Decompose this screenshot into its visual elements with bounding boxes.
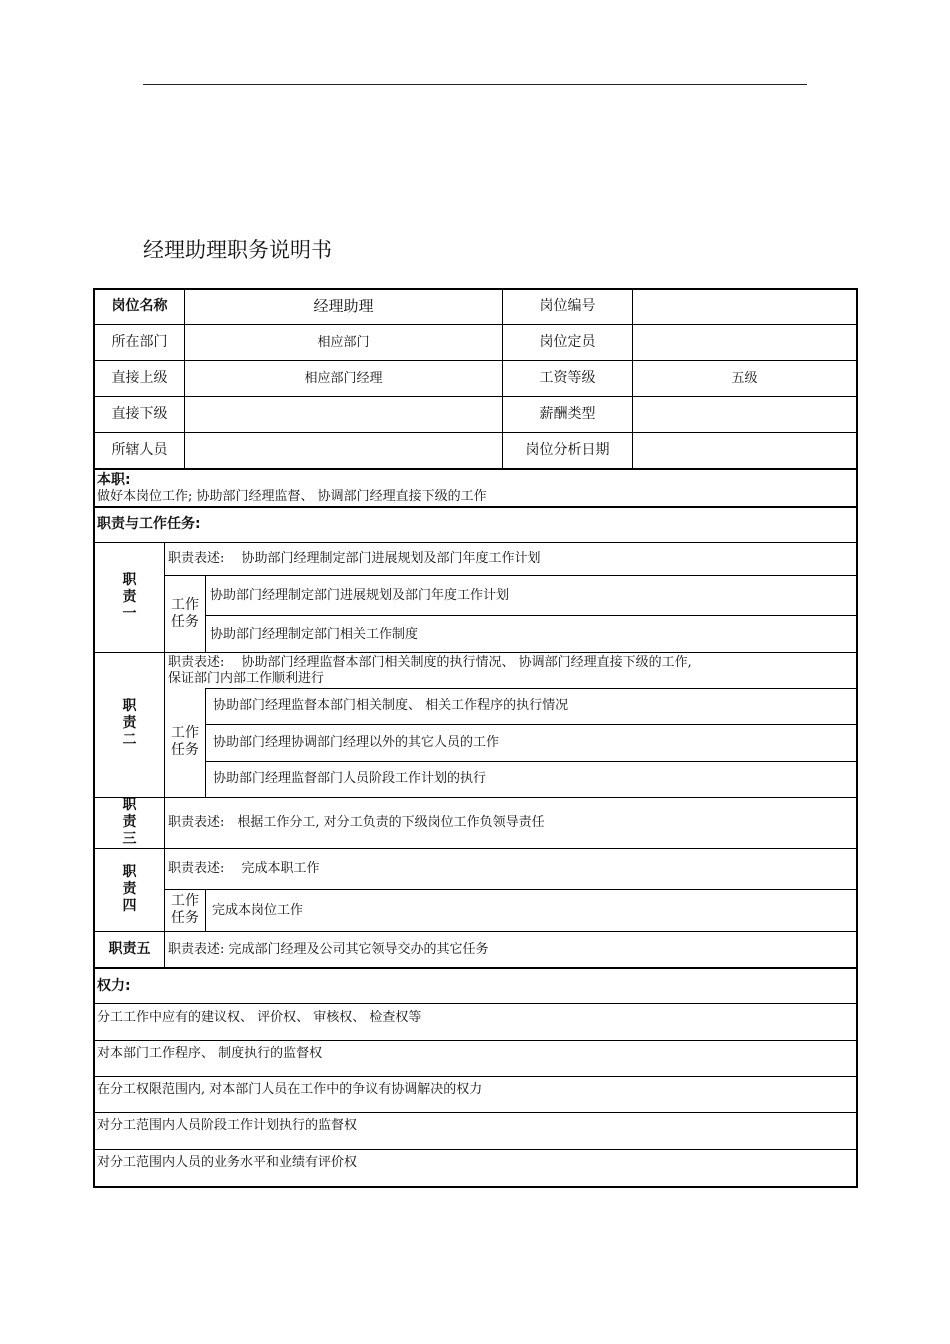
- headcount-label: 岗位定员: [539, 334, 596, 350]
- subordinate-label: 直接下级: [111, 406, 168, 422]
- position-name-value: 经理助理: [313, 297, 374, 315]
- duty-1-tasks-label: 工作任务: [171, 597, 199, 630]
- duties-header: 职责与工作任务:: [97, 516, 201, 532]
- position-name-label: 岗位名称: [111, 298, 168, 314]
- document-title: 经理助理职务说明书: [143, 238, 332, 262]
- duty-2-task: 协助部门经理监督本部门相关制度、 相关工作程序的执行情况: [213, 698, 569, 713]
- duty-2-tasks-label: 工作任务: [171, 725, 199, 758]
- superior-label: 直接上级: [111, 370, 168, 386]
- duty-4-tasks-label: 工作任务: [171, 893, 199, 926]
- analysis-date-label: 岗位分析日期: [525, 442, 610, 458]
- header-rule: [143, 84, 807, 85]
- duty-4-label: 职责四: [122, 864, 137, 914]
- duty-4-task: 完成本岗位工作: [212, 903, 304, 918]
- duty-2-task: 协助部门经理监督部门人员阶段工作计划的执行: [213, 771, 487, 786]
- authority-item: 对本部门工作程序、 制度执行的监督权: [97, 1046, 323, 1061]
- position-no-label: 岗位编号: [539, 298, 596, 314]
- pay-type-label: 薪酬类型: [539, 406, 596, 422]
- authority-item: 对分工范围内人员阶段工作计划执行的监督权: [97, 1118, 358, 1133]
- basic-duty-text: 做好本岗位工作; 协助部门经理监督、 协调部门经理直接下级的工作: [97, 489, 487, 504]
- authority-label: 权力:: [97, 978, 131, 994]
- basic-duty-label: 本职:: [97, 472, 131, 488]
- duty-2-statement-line2: 保证部门内部工作顺利进行: [168, 671, 325, 686]
- duty-3-statement: 职责表述: 根据工作分工, 对分工负责的下级岗位工作负领导责任: [168, 815, 545, 830]
- duty-5-statement: 职责表述: 完成部门经理及公司其它领导交办的其它任务: [168, 942, 489, 957]
- department-label: 所在部门: [111, 334, 168, 350]
- duty-2-label: 职责二: [122, 698, 137, 748]
- duty-3-label: 职责三: [122, 797, 137, 847]
- duty-2-statement-line1: 职责表述: 协助部门经理监督本部门相关制度的执行情况、 协调部门经理直接下级的工作,: [168, 655, 692, 670]
- authority-item: 对分工范围内人员的业务水平和业绩有评价权: [97, 1155, 358, 1170]
- superior-value: 相应部门经理: [304, 371, 383, 386]
- duty-1-task: 协助部门经理制定部门进展规划及部门年度工作计划: [210, 588, 510, 603]
- duty-1-statement: 职责表述: 协助部门经理制定部门进展规划及部门年度工作计划: [168, 551, 541, 566]
- staff-label: 所辖人员: [111, 442, 168, 458]
- authority-item: 分工工作中应有的建议权、 评价权、 审核权、 检查权等: [97, 1010, 422, 1025]
- duty-5-label: 职责五: [108, 941, 151, 957]
- duty-4-statement: 职责表述: 完成本职工作: [168, 861, 320, 876]
- duty-1-label: 职责一: [122, 572, 137, 622]
- grade-label: 工资等级: [539, 370, 596, 386]
- department-value: 相应部门: [317, 335, 370, 350]
- grade-value: 五级: [731, 371, 758, 386]
- duty-2-task: 协助部门经理协调部门经理以外的其它人员的工作: [213, 735, 500, 750]
- authority-item: 在分工权限范围内, 对本部门人员在工作中的争议有协调解决的权力: [97, 1082, 483, 1097]
- duty-1-task: 协助部门经理制定部门相关工作制度: [210, 627, 419, 642]
